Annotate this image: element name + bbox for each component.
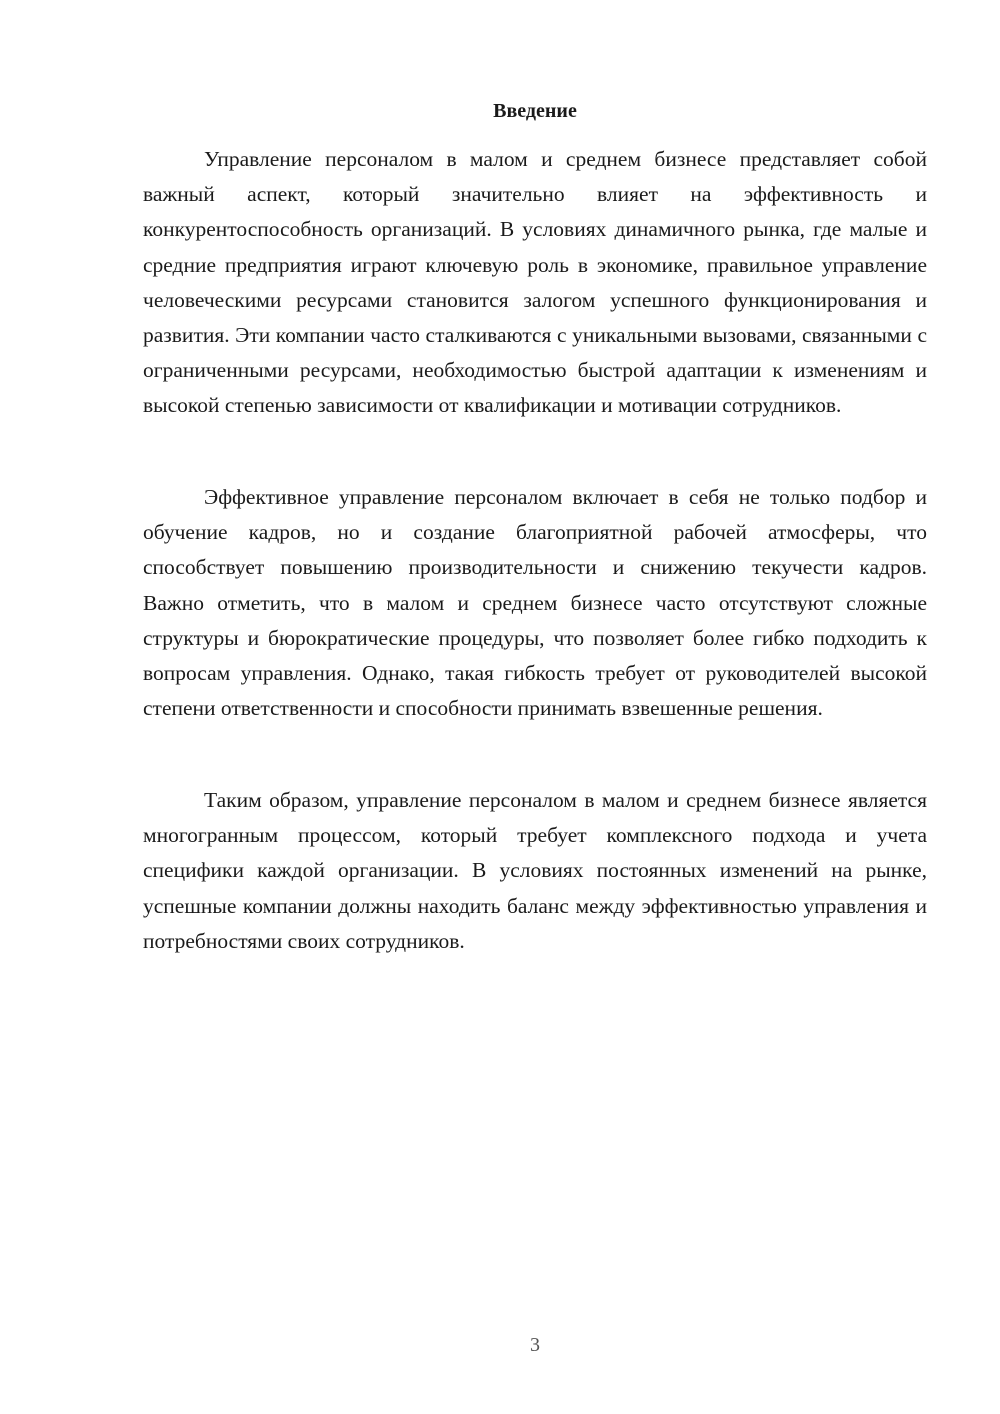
page-number: 3	[530, 1334, 540, 1356]
paragraph-3: Таким образом, управление персоналом в малом и среднем бизнесе является многогранным процессом, который требует комплексного подхода и учета специфики каждой организации. В условиях постоянных изменений на рынке, успешные компании должны находить баланс между эффективностью управления и потребностями своих сотрудников.	[143, 788, 927, 953]
section-heading: Введение	[493, 100, 577, 122]
paragraph-1: Управление персоналом в малом и среднем бизнесе представляет собой важный аспект, который значительно влияет на эффективность и конкурентоспособность организаций. В условиях динамичного рынка, где малые и средние предприятия играют ключевую роль в экономике, правильное управление человеческими ресурсами становится залогом успешного функционирования и развития. Эти компании часто сталкиваются с уникальными вызовами, связанными с ограниченными ресурсами, необходимостью быстрой адаптации к изменениям и высокой степенью зависимости от квалификации и мотивации сотрудников.	[143, 147, 927, 418]
paragraph-2: Эффективное управление персоналом включает в себя не только подбор и обучение кадров, но и создание благоприятной рабочей атмосферы, что способствует повышению производительности и снижению текучести кадров. Важно отметить, что в малом и среднем бизнесе часто отсутствуют сложные структуры и бюрократические процедуры, что позволяет более гибко подходить к вопросам управления. Однако, такая гибкость требует от руководителей высокой степени ответственности и способности принимать взвешенные решения.	[143, 485, 927, 721]
